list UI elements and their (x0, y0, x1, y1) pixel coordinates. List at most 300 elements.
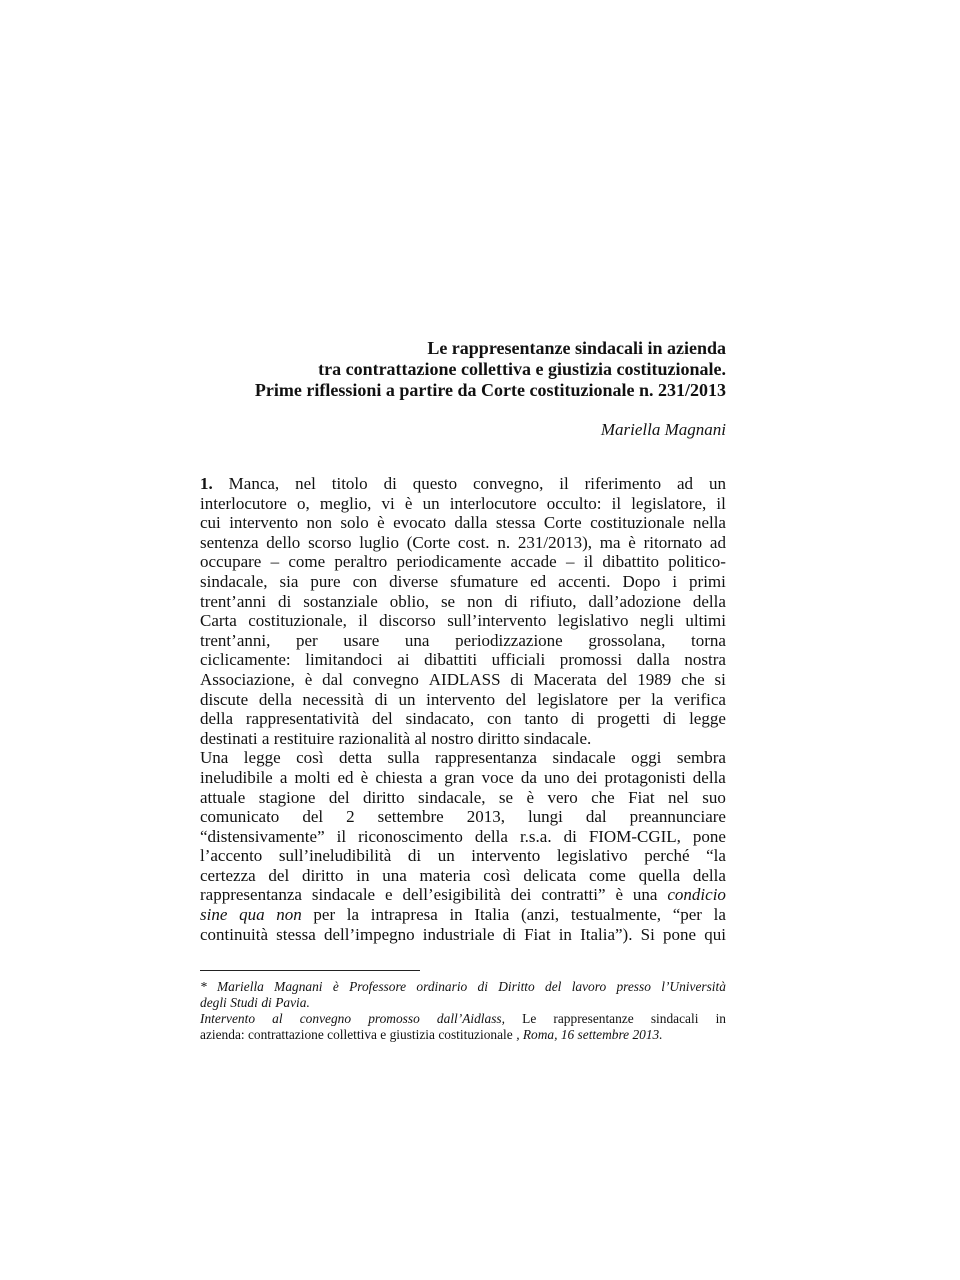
word: è (628, 532, 636, 552)
word: Corte (543, 513, 582, 533)
word: sembra (676, 748, 726, 768)
word: oblio, (389, 591, 429, 611)
word: Studi (230, 995, 258, 1010)
word: diritto (477, 728, 520, 748)
word: la (713, 905, 726, 925)
word: Italia (474, 905, 510, 925)
word: sentenza (200, 532, 259, 552)
word: (anzi, (520, 905, 560, 925)
word: peraltro (334, 552, 388, 572)
word: il (559, 474, 569, 493)
word: promosso (368, 1011, 420, 1026)
word: a (279, 767, 288, 787)
word: vero (547, 787, 578, 807)
word: ad (709, 532, 726, 552)
word: è (377, 513, 385, 533)
word: e (385, 885, 393, 905)
word: meglio, (319, 493, 372, 513)
word: Pavia. (275, 995, 310, 1010)
word: una (382, 865, 407, 885)
word: uno (543, 767, 570, 787)
body-line (200, 533, 726, 553)
word: sine (200, 905, 228, 925)
word: gran (444, 767, 475, 787)
word: di (563, 826, 577, 846)
word: dall’adozione (588, 591, 681, 611)
footnote-line (200, 1011, 726, 1027)
word: dell’impegno (323, 924, 415, 944)
word: è (304, 669, 313, 689)
word: di (502, 924, 516, 944)
body-line (200, 729, 726, 749)
word: sindacali (650, 1011, 699, 1026)
word: nella (692, 513, 726, 533)
word: comunicato (200, 807, 280, 827)
word: ma (599, 532, 621, 552)
word: lavoro (571, 979, 607, 994)
word: presso (616, 979, 651, 994)
word: periodizzazione (455, 630, 563, 650)
word: legge (689, 709, 726, 729)
word: i (672, 571, 678, 591)
word: contratti” (541, 885, 606, 905)
word: il (716, 493, 726, 513)
word: se (440, 591, 456, 611)
word: dal (322, 669, 343, 689)
word: continuità (200, 924, 268, 944)
word: un (437, 846, 455, 866)
word: sindacale. (523, 728, 592, 748)
word: l’accento (200, 846, 263, 866)
word: testualmente, (570, 905, 662, 925)
word: 2013, (466, 807, 505, 827)
word: dal (585, 807, 607, 827)
word: del (328, 787, 350, 807)
word: con (352, 571, 378, 591)
word: con (486, 709, 512, 729)
word: convegno (352, 669, 419, 689)
word: una (632, 885, 658, 905)
word: dell’esigibilità (402, 885, 501, 905)
word: non (467, 591, 493, 611)
word: sull’ineludibilità (278, 846, 392, 866)
word: discorso (379, 611, 436, 631)
word: riferimento (584, 474, 662, 493)
word: della (692, 865, 726, 885)
word: di (261, 995, 272, 1010)
word: è (615, 885, 623, 905)
word: negli (639, 611, 674, 631)
word: questo (412, 474, 458, 493)
word: “la (706, 846, 726, 866)
word: luglio (359, 532, 399, 552)
word: (Corte (406, 532, 451, 552)
word: ritornato (643, 532, 703, 552)
word: è (332, 979, 339, 994)
word: ufficiali (491, 650, 546, 670)
word: in (449, 905, 463, 925)
word: al (414, 728, 427, 748)
word: della (200, 709, 234, 729)
word: convegno (299, 1011, 352, 1026)
body-line (200, 572, 726, 592)
body-line (200, 905, 726, 925)
word: scorso (308, 532, 352, 552)
word: FIOM-CGIL, (588, 826, 681, 846)
word: della (692, 591, 726, 611)
word: intervento (471, 846, 541, 866)
word: di (662, 709, 677, 729)
word: della (258, 689, 292, 709)
word: detta (338, 748, 372, 768)
word: quella (638, 865, 681, 885)
word: del (268, 865, 290, 885)
word: perché (644, 846, 690, 866)
body-line (200, 866, 726, 886)
word: Associazione, (200, 669, 295, 689)
word: rappresentanza (200, 885, 302, 905)
footnote-line (200, 1027, 726, 1043)
word: AIDLASS (428, 669, 501, 689)
word: 1. (200, 474, 213, 493)
word: nel (668, 787, 689, 807)
word: del (606, 669, 628, 689)
word: ultimi (685, 611, 726, 631)
word: sindacale, (200, 571, 268, 591)
word: del (545, 979, 562, 994)
body-line (200, 474, 726, 494)
word: ed (530, 571, 547, 591)
title-line-3: Prime riflessioni a partire da Corte costituzionale n. 231/2013 (254, 380, 726, 400)
body-line (200, 807, 726, 827)
word: voce (481, 767, 514, 787)
word: settembre (377, 807, 444, 827)
body-text (200, 474, 726, 944)
body-line (200, 631, 726, 651)
word: per (618, 689, 641, 709)
word: * (200, 979, 207, 994)
word: dall’Aidlass, (436, 1011, 505, 1026)
word: così (483, 865, 511, 885)
word: nostra (684, 650, 726, 670)
word: interlocutore (200, 493, 287, 513)
word: riconoscimento (358, 826, 463, 846)
word: l’Università (661, 979, 726, 994)
body-line (200, 611, 726, 631)
footnote-text: , Roma, 16 settembre 2013. (516, 1027, 663, 1042)
word: ordinario (416, 979, 468, 994)
word: stessa (495, 513, 536, 533)
author-name: Mariella Magnani (600, 420, 726, 439)
word: per (313, 905, 336, 925)
body-line (200, 709, 726, 729)
word: ciclicamente: (200, 650, 291, 670)
word: “distensivamente” (200, 826, 325, 846)
word: così (296, 748, 324, 768)
word: che (681, 669, 705, 689)
word: solo (340, 513, 369, 533)
word: costituzionale (590, 513, 685, 533)
word: di (374, 689, 388, 709)
word: 2 (346, 807, 355, 827)
word: il (583, 552, 594, 572)
word: Intervento (200, 1011, 256, 1026)
word: o, (297, 493, 310, 513)
word: in (715, 1011, 726, 1026)
word: intrapresa (370, 905, 438, 925)
word: sindacale (552, 748, 616, 768)
word: Mariella (217, 979, 264, 994)
word: molti (294, 767, 331, 787)
word: di (383, 474, 397, 493)
word: dibattito (602, 552, 660, 572)
word: la (651, 689, 664, 709)
word: è (526, 787, 535, 807)
word: il (336, 826, 347, 846)
word: promossi (559, 650, 623, 670)
word: limitandoci (305, 650, 383, 670)
word: Una (200, 748, 229, 768)
body-line (200, 925, 726, 945)
body-line (200, 670, 726, 690)
word: un (398, 689, 416, 709)
body-line (200, 827, 726, 847)
word: certezza (200, 865, 256, 885)
word: “per (672, 905, 702, 925)
word: pone (692, 826, 726, 846)
word: intervento (426, 689, 496, 709)
word: di (477, 979, 488, 994)
word: progetti (597, 709, 651, 729)
word: Diritto (498, 979, 535, 994)
word: se (498, 787, 514, 807)
word: da (520, 767, 537, 787)
word: dalla (454, 513, 488, 533)
word: nel (295, 474, 316, 493)
word: cost. (457, 532, 490, 552)
word: di (510, 669, 524, 689)
word: politico- (668, 552, 726, 572)
word: – (270, 552, 280, 572)
word: del (302, 807, 324, 827)
word: periodicamente (396, 552, 502, 572)
word: torna (691, 630, 726, 650)
word: destinati (200, 728, 258, 748)
word: un (708, 474, 726, 493)
word: legge (243, 748, 281, 768)
word: Fiat (628, 787, 655, 807)
body-line (200, 592, 726, 612)
body-line (200, 513, 726, 533)
word: protagonisti (604, 767, 686, 787)
word: di (504, 591, 518, 611)
word: suo (702, 787, 726, 807)
word: cui (200, 513, 221, 533)
word: costituzionale, (248, 611, 347, 631)
body-line (200, 650, 726, 670)
word: grossolana, (588, 630, 666, 650)
word: legislatore (537, 689, 609, 709)
word: della (692, 767, 726, 787)
word: stagione (258, 787, 316, 807)
word: dei (576, 767, 598, 787)
word: rifiuto, (529, 591, 577, 611)
footnote-line (200, 979, 726, 995)
word: lungi (527, 807, 563, 827)
body-line (200, 494, 726, 514)
title-line-1: Le rappresentanze sindacali in azienda (427, 338, 726, 358)
word: pone (662, 924, 697, 944)
body-line (200, 846, 726, 866)
word: a (261, 728, 270, 748)
word: occupare (200, 552, 262, 572)
word: come (288, 552, 326, 572)
word: si (714, 669, 726, 689)
word: la (346, 905, 360, 925)
body-line (200, 788, 726, 808)
word: oggi (631, 748, 662, 768)
word: 231/2013), (517, 532, 592, 552)
word: sostanziale (303, 591, 378, 611)
word: ad (677, 474, 694, 493)
word: Le (522, 1011, 537, 1026)
word: della (474, 826, 508, 846)
word: necessità (302, 689, 364, 709)
word: sindacale, (418, 787, 486, 807)
word: preannunciare (629, 807, 726, 827)
footnote-text: azienda: contrattazione collettiva e giustizia costituzionale (200, 1027, 513, 1042)
word: come (589, 865, 626, 885)
word: diritto (363, 787, 405, 807)
footnote-line (200, 995, 726, 1011)
body-line (200, 690, 726, 710)
word: ed (337, 767, 354, 787)
word: condicio (667, 885, 726, 905)
word: Carta (200, 611, 237, 631)
word: per (296, 630, 318, 650)
body-line (200, 748, 726, 768)
word: dibattiti (424, 650, 478, 670)
word: rappresentanze (553, 1011, 634, 1026)
word: materia (419, 865, 471, 885)
word: dello (266, 532, 301, 552)
word: il (358, 611, 368, 631)
word: legislativo (556, 846, 628, 866)
word: Si (640, 924, 655, 944)
word: una (404, 630, 430, 650)
word: del (505, 689, 527, 709)
word: delicata (523, 865, 577, 885)
word: stessa (276, 924, 316, 944)
body-line (200, 552, 726, 572)
word: un (422, 493, 440, 513)
word: del (372, 709, 393, 729)
word: legislativo (557, 611, 629, 631)
word: pure (310, 571, 341, 591)
word: 1989 (637, 669, 672, 689)
word: tanto (524, 709, 559, 729)
word: sull’intervento (447, 611, 547, 631)
word: ineludibile (200, 767, 273, 787)
word: a (429, 767, 438, 787)
word: – (565, 552, 575, 572)
word: rappresentatività (245, 709, 360, 729)
word: di (407, 846, 422, 866)
word: sindacale (311, 885, 376, 905)
word: verifica (674, 689, 726, 709)
word: al (272, 1011, 283, 1026)
word: qua (239, 905, 265, 925)
word: dei (510, 885, 532, 905)
footnote-divider (200, 970, 420, 971)
word: di (571, 709, 585, 729)
word: in (558, 924, 572, 944)
word: Manca, (228, 474, 280, 493)
word: sulla (387, 748, 420, 768)
body-line (200, 768, 726, 788)
body-line (200, 885, 726, 905)
word: evocato (393, 513, 446, 533)
word: trent’anni, (200, 630, 271, 650)
word: rappresentanza (435, 748, 537, 768)
word: accenti. (558, 571, 611, 591)
word: è (404, 493, 413, 513)
word: dalla (636, 650, 670, 670)
word: qui (704, 924, 726, 944)
word: Dopo (622, 571, 661, 591)
word: legislatore, (631, 493, 707, 513)
word: chiesta (375, 767, 423, 787)
word: industriale (422, 924, 495, 944)
word: attuale (200, 787, 246, 807)
word: razionalità (338, 728, 411, 748)
word: di (278, 591, 292, 611)
word: sfumature (450, 571, 519, 591)
word: non (276, 905, 302, 925)
word: titolo (331, 474, 368, 493)
word: accade (510, 552, 557, 572)
word: discute (200, 689, 249, 709)
word: Magnani (274, 979, 323, 994)
word: r.s.a. (519, 826, 552, 846)
word: ai (397, 650, 410, 670)
word: nostro (431, 728, 474, 748)
word: sia (279, 571, 299, 591)
word: usare (343, 630, 380, 650)
word: Professore (349, 979, 407, 994)
word: Italia”). (580, 924, 633, 944)
word: che (591, 787, 615, 807)
word: degli (200, 995, 227, 1010)
word: interlocutore (449, 493, 537, 513)
word: il (611, 493, 622, 513)
word: è (360, 767, 369, 787)
article-title (200, 338, 726, 401)
word: vi (381, 493, 395, 513)
word: occulto: (546, 493, 602, 513)
title-line-2: tra contrattazione collettiva e giustizia costituzionale. (318, 359, 726, 379)
word: sindacato, (405, 709, 475, 729)
word: intervento (229, 513, 299, 533)
word: in (356, 865, 370, 885)
word: trent’anni (200, 591, 267, 611)
footnotes (200, 979, 726, 1043)
word: Macerata (533, 669, 597, 689)
word: Fiat (524, 924, 551, 944)
word: convegno, (473, 474, 544, 493)
word: primi (689, 571, 726, 591)
word: restituire (273, 728, 335, 748)
